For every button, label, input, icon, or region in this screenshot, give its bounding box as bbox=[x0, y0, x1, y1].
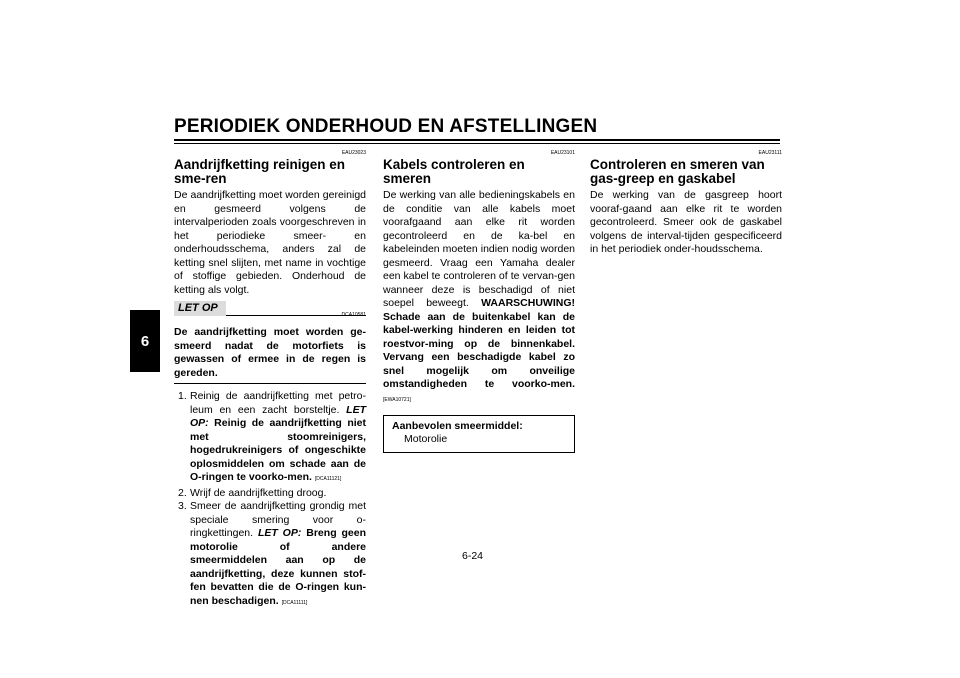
step-note-label: LET OP: bbox=[257, 527, 302, 539]
list-item bbox=[174, 390, 366, 487]
list-item bbox=[174, 500, 366, 610]
step-code: [DCA11111] bbox=[281, 599, 308, 606]
warning-label: WAARSCHUWING! bbox=[481, 297, 575, 309]
step-text: Smeer de aandrijfketting grondig met speciale smering voor o-ringkettingen. bbox=[190, 500, 366, 539]
section-body: De werking van de gasgreep hoort vooraf-gaand aan elke rit te worden gecontroleerd. Smeer ook de gaskabel volgens de interval-tijden gespecificeerd in het periodiek onder-houdsschema. bbox=[590, 189, 782, 255]
step-code: [DCA11121] bbox=[314, 476, 342, 482]
warning-text: Schade aan de buitenkabel kan de kabel-werking hinderen en leiden tot roestvor-ming op de binnenkabel. Vervang een beschadigde kabel zo snel mogelijk om onveilige omstandigheden te voorko-men. bbox=[383, 310, 575, 390]
caution-header bbox=[174, 301, 366, 316]
step-note-label: LET OP: bbox=[190, 403, 366, 429]
caution-code: DCA10581 bbox=[341, 312, 366, 318]
steps-list bbox=[174, 390, 366, 610]
list-item bbox=[174, 487, 366, 501]
left-column bbox=[174, 150, 366, 610]
lubricant-title: Aanbevolen smeermiddel: bbox=[392, 420, 523, 432]
header-rule-thick bbox=[174, 139, 780, 141]
section-code: EAU23023 bbox=[341, 150, 366, 156]
step-note-text: Reinig de aandrijfketting niet met stoomreinigers, hogedrukreinigers of ongeschikte oplosmiddelen om schade aan de O-ringen te voorko-men. bbox=[190, 417, 366, 483]
middle-column bbox=[383, 150, 575, 453]
lubricant-box bbox=[383, 415, 575, 453]
header-rule-thin bbox=[174, 143, 780, 144]
section-heading: Kabels controleren en smeren bbox=[383, 157, 525, 186]
section-intro: De aandrijfketting moet worden gereinigd en gesmeerd volgens de intervalperioden zoals voorgeschreven in het periodieke smeer- en onderhoudsschema, anders zal de ketting snel slijten, met name in vochtige of stoffige gebieden. Onderhoud de ketting als volgt. bbox=[174, 189, 366, 296]
section-heading: Controleren en smeren van gas-greep en gaskabel bbox=[590, 157, 765, 186]
section-code: EAU23111 bbox=[758, 150, 782, 156]
page-title: PERIODIEK ONDERHOUD EN AFSTELLINGEN bbox=[174, 116, 598, 137]
section-code: EAU23101 bbox=[550, 150, 575, 156]
chapter-tab bbox=[130, 310, 160, 372]
chapter-number: 6 bbox=[140, 332, 150, 350]
right-column bbox=[590, 150, 782, 257]
step-text: Reinig de aandrijfketting met petro-leum en een zacht borsteltje. bbox=[190, 390, 366, 416]
caution-text: De aandrijfketting moet worden ge-smeerd nadat de motorfiets is gewassen of ermee in de regen is gereden. bbox=[174, 326, 366, 384]
step-number: 3. bbox=[178, 500, 187, 512]
section-body-text: De werking van alle bedieningskabels en de conditie van alle kabels moet voorafgaand aan elke rit worden gecontroleerd en de ka-bel en kabeleinden moeten indien nodig worden gesmeerd. Vraag een Yamaha dealer een kabel te controleren of te vervan-gen wanneer deze is beschadigd of niet soepel beweegt. bbox=[383, 189, 575, 309]
step-number: 2. bbox=[178, 486, 187, 499]
step-number: 1. bbox=[178, 390, 187, 402]
step-note-text: Breng geen motorolie of andere smeermiddelen aan op de aandrijfketting, deze kunnen stof-fen bevatten die de O-ringen kun-nen beschadigen. bbox=[190, 527, 367, 607]
lubricant-value: Motorolie bbox=[404, 433, 448, 445]
step-text: Wrijf de aandrijfketting droog. bbox=[190, 486, 327, 499]
caution-label: LET OP bbox=[174, 301, 226, 316]
section-heading: Aandrijfketting reinigen en sme-ren bbox=[174, 157, 346, 186]
section-body bbox=[383, 189, 575, 407]
warning-code: [EWA10721] bbox=[383, 396, 411, 403]
page-number: 6-24 bbox=[462, 550, 484, 562]
